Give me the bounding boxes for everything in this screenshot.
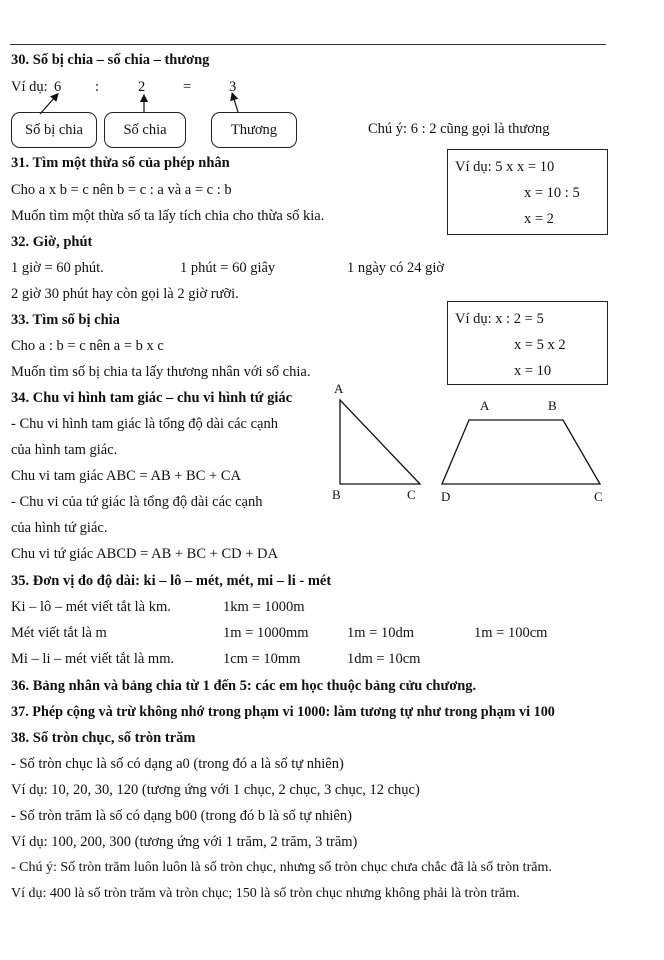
quad-vertex-d: D xyxy=(441,489,451,504)
triangle-vertex-c: C xyxy=(407,487,416,502)
dm-cm-conversion: 1dm = 10cm xyxy=(347,651,421,667)
section-31-example-2: x = 10 : 5 xyxy=(524,185,580,201)
mm-definition: Mi – li – mét viết tắt là mm. xyxy=(11,651,175,667)
section-34-line4: - Chu vi của tứ giác là tổng độ dài các cạnh xyxy=(11,494,263,510)
section-33-line1: Cho a : b = c nên a = b x c xyxy=(11,338,164,354)
section-34-line1: - Chu vi hình tam giác là tổng độ dài các cạnh xyxy=(11,416,278,432)
quotient-box: Thương xyxy=(211,112,297,148)
quad-vertex-c: C xyxy=(594,489,603,504)
quad-vertex-a: A xyxy=(480,398,490,413)
section-38-line4: Ví dụ: 100, 200, 300 (tương ứng với 1 trăm, 2 trăm, 3 trăm) xyxy=(11,834,358,850)
example-label: Ví dụ: xyxy=(11,79,48,95)
section-30-title: 30. Số bị chia – số chia – thương xyxy=(11,52,210,68)
equals-sign: = xyxy=(183,79,192,95)
m-dm-conversion: 1m = 10dm xyxy=(347,625,414,641)
dividend-box: Số bị chia xyxy=(11,112,97,148)
section-34-line5: của hình tứ giác. xyxy=(11,520,108,536)
section-38-line6: Ví dụ: 400 là số tròn trăm và tròn chục; 150 là số tròn chục nhưng không phải là tròn trăm. xyxy=(11,886,520,901)
cm-mm-conversion: 1cm = 10mm xyxy=(223,651,301,667)
fact-minute-seconds: 1 phút = 60 giây xyxy=(180,260,276,276)
section-33-example-3: x = 10 xyxy=(514,363,552,379)
divisor-value: 2 xyxy=(138,79,146,95)
fact-hour-minutes: 1 giờ = 60 phút. xyxy=(11,260,104,276)
section-33-line2: Muốn tìm số bị chia ta lấy thương nhân với số chia. xyxy=(11,364,311,380)
km-conversion: 1km = 1000m xyxy=(223,599,305,615)
km-definition: Ki – lô – mét viết tắt là km. xyxy=(11,599,171,615)
m-mm-conversion: 1m = 1000mm xyxy=(223,625,309,641)
triangle-abc xyxy=(340,400,420,484)
section-38-line1: - Số tròn chục là số có dạng a0 (trong đó a là số tự nhiên) xyxy=(11,756,344,772)
dividend-value: 6 xyxy=(54,79,62,95)
quotient-value: 3 xyxy=(229,79,237,95)
colon-sign: : xyxy=(95,79,100,95)
section-35-title: 35. Đơn vị đo độ dài: ki – lô – mét, mét, mi – li - mét xyxy=(11,573,332,589)
triangle-vertex-a: A xyxy=(334,381,344,396)
quad-vertex-b: B xyxy=(548,398,557,413)
section-31-title: 31. Tìm một thừa số của phép nhân xyxy=(11,155,230,171)
section-31-line2: Muốn tìm một thừa số ta lấy tích chia cho thừa số kia. xyxy=(11,208,325,224)
section-32-title: 32. Giờ, phút xyxy=(11,234,93,250)
section-31-example-1: Ví dụ: 5 x x = 10 xyxy=(455,159,555,175)
section-33-title: 33. Tìm số bị chia xyxy=(11,312,120,328)
section-38-title: 38. Số tròn chục, số tròn trăm xyxy=(11,730,196,746)
section-37-title: 37. Phép cộng và trừ không nhớ trong phạm vi 1000: làm tương tự như trong phạm vi 100 xyxy=(11,704,555,720)
section-30-note: Chú ý: 6 : 2 cũng gọi là thương xyxy=(368,121,550,137)
section-31-example-3: x = 2 xyxy=(524,211,554,227)
section-38-line3: - Số tròn trăm là số có dạng b00 (trong đó b là số tự nhiên) xyxy=(11,808,352,824)
section-38-line5: - Chú ý: Số tròn trăm luôn luôn là số tròn chục, nhưng số tròn chục chưa chắc đã là số tròn trăm. xyxy=(11,860,552,875)
m-definition: Mét viết tắt là m xyxy=(11,625,107,641)
section-33-example-2: x = 5 x 2 xyxy=(514,337,566,353)
quadrilateral-abcd xyxy=(442,420,600,484)
fact-day-hours: 1 ngày có 24 giờ xyxy=(347,260,445,276)
section-34-line6: Chu vi tứ giác ABCD = AB + BC + CD + DA xyxy=(11,546,278,562)
section-31-line1: Cho a x b = c nên b = c : a và a = c : b xyxy=(11,182,232,198)
section-33-example-1: Ví dụ: x : 2 = 5 xyxy=(455,311,544,327)
section-34-line2: của hình tam giác. xyxy=(11,442,118,458)
triangle-vertex-b: B xyxy=(332,487,341,502)
divisor-box: Số chia xyxy=(104,112,186,148)
section-34-line3: Chu vi tam giác ABC = AB + BC + CA xyxy=(11,468,241,484)
section-34-title: 34. Chu vi hình tam giác – chu vi hình tứ giác xyxy=(11,390,293,406)
m-cm-conversion: 1m = 100cm xyxy=(474,625,548,641)
section-36-title: 36. Bảng nhân và bảng chia từ 1 đến 5: các em học thuộc bảng cửu chương. xyxy=(11,678,477,694)
section-32-line2: 2 giờ 30 phút hay còn gọi là 2 giờ rưỡi. xyxy=(11,286,239,302)
section-38-line2: Ví dụ: 10, 20, 30, 120 (tương ứng với 1 chục, 2 chục, 3 chục, 12 chục) xyxy=(11,782,420,798)
